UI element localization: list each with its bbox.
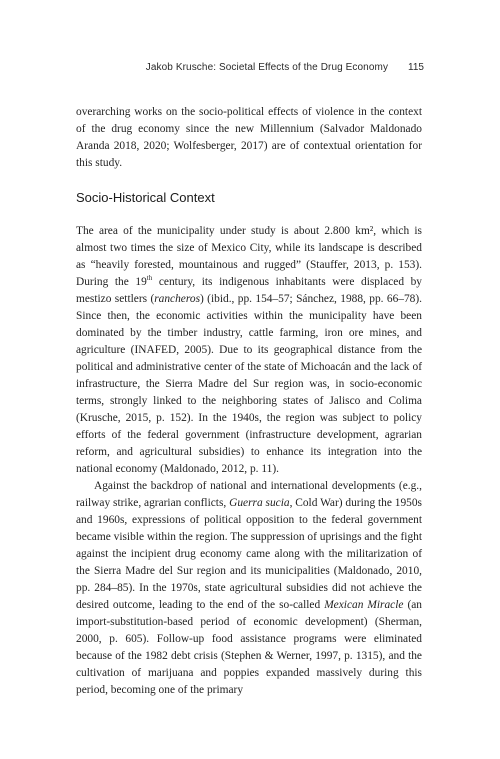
paragraph-1: [76, 223, 422, 478]
running-head: [76, 62, 424, 73]
italic-rancheros: rancheros: [154, 293, 201, 305]
paragraph-2-text-c: (an import-substitution-based period of economic development) (Sherman, 2000, p. 605). Follow-up food assistance programs were eliminated because of the 1982 debt crisis (Stephen & Werner, 1997, p. 1315), and the cultivation of marijuana and poppies expanded massively during this period, becoming one of the primary: [76, 599, 422, 696]
paragraph-1-text-b: century, its indigenous inhabitants were displaced by mestizo settlers (: [76, 276, 423, 305]
page-number: 115: [408, 62, 424, 73]
page-body: [76, 104, 422, 699]
superscript-th: th: [146, 274, 153, 283]
paragraph-2-text-a: Against the backdrop of national and international developments (e.g., railway strike, agrarian conflicts,: [76, 480, 422, 509]
intro-paragraph: overarching works on the socio-political effects of violence in the context of the drug economy since the new Millennium (Salvador Maldonado Aranda 2018, 2020; Wolfesberger, 2017) are of contextual orientation for this study.: [76, 106, 422, 169]
paragraph-1-text-a: The area of the municipality under study is about 2.800 km², which is almost two times the size of Mexico City, while its landscape is described as “heavily forested, mountainous and rugged” (Stauffer, 2013, p. 153). During the 19: [76, 225, 422, 288]
paragraph-2-text-b: , Cold War) during the 1950s and 1960s, expressions of political opposition to the federal government became visible within the region. The suppression of uprisings and the fight against the incipient drug economy came along with the militarization of the Sierra Madre del Sur region and its municipalities (Maldonado, 2010, pp. 284–85). In the 1970s, state agricultural subsidies did not achieve the desired outcome, leading to the end of the so-called: [76, 497, 422, 611]
italic-guerra-sucia: Guerra sucia: [229, 497, 290, 509]
paragraph-2: [76, 478, 422, 699]
italic-mexican-miracle: Mexican Miracle: [324, 599, 404, 611]
running-head-title: Jakob Krusche: Societal Effects of the Drug Economy: [145, 62, 389, 73]
section-heading: Socio-Historical Context: [76, 190, 215, 205]
paragraph-1-text-c: ) (ibid., pp. 154–57; Sánchez, 1988, pp. 66–78). Since then, the economic activities within the municipality have been dominated by the timber industry, cattle farming, iron ore mines, and agriculture (INAFED, 2005). Due to its geographical distance from the political and administrative center of the state of Michoacán and the lack of infrastructure, the Sierra Madre del Sur region was, in socio-economic terms, strongly linked to the neighboring states of Jalisco and Colima (Krusche, 2015, p. 152). In the 1940s, the region was subject to policy efforts of the federal government (infrastructure development, agrarian reform, and agricultural subsidies) to enhance its integration into the national economy (Maldonado, 2012, p. 11).: [76, 293, 422, 475]
